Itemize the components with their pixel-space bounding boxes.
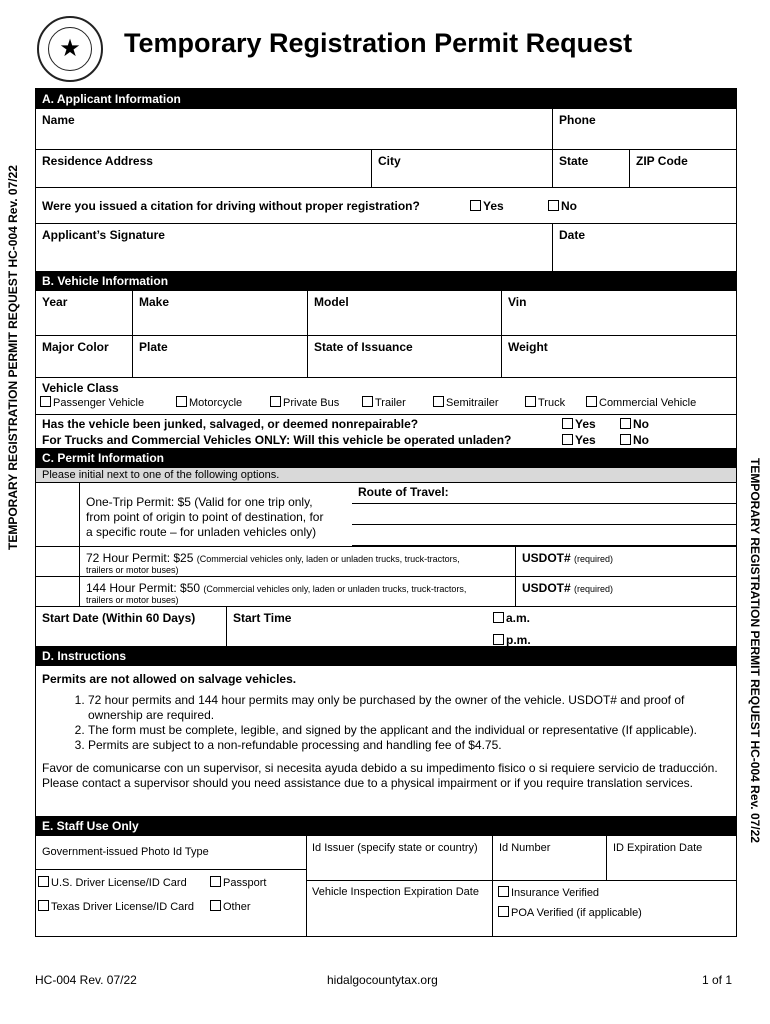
class-checkbox-semitrailer[interactable] <box>433 396 444 407</box>
p72-usdot-label: USDOT# <box>522 551 571 565</box>
passport-checkbox[interactable] <box>210 876 221 887</box>
unladen-no-checkbox[interactable] <box>620 434 631 445</box>
model-label: Model <box>314 295 349 309</box>
row-one-trip <box>36 483 736 546</box>
insurance-verified-checkbox[interactable] <box>498 886 509 897</box>
citation-yes-checkbox[interactable] <box>470 200 481 211</box>
class-label-semitrailer: Semitrailer <box>446 397 499 409</box>
residence-address-label: Residence Address <box>42 154 153 168</box>
class-checkbox-trailer[interactable] <box>362 396 373 407</box>
tx-license-label: Texas Driver License/ID Card <box>51 901 195 913</box>
junked-yes-label: Yes <box>575 417 596 431</box>
am-label: a.m. <box>506 611 531 625</box>
start-date-field[interactable] <box>36 607 226 646</box>
other-id-option[interactable] <box>210 900 251 913</box>
unladen-yes-label: Yes <box>575 433 596 447</box>
instruction-item: 1. 72 hour permits and 144 hour permits may only be purchased by the owner of the vehicle. USDOT# and proof of ownership are required. <box>88 693 730 723</box>
state-field[interactable] <box>552 150 629 187</box>
vin-field[interactable] <box>501 291 736 335</box>
zip-field[interactable] <box>629 150 736 187</box>
col-divider-4 <box>492 880 493 936</box>
make-field[interactable] <box>132 291 307 335</box>
city-label: City <box>378 154 401 168</box>
poa-verified-option[interactable] <box>498 906 642 919</box>
city-field[interactable] <box>371 150 552 187</box>
footer-form-id: HC-004 Rev. 07/22 <box>35 973 137 987</box>
class-checkbox-passenger[interactable] <box>40 396 51 407</box>
signature-field[interactable] <box>36 224 552 271</box>
year-field[interactable] <box>36 291 132 335</box>
p144-description <box>86 581 466 595</box>
unladen-yes-option[interactable] <box>562 433 596 447</box>
id-number-label: Id Number <box>499 842 551 854</box>
p72-description <box>86 551 460 565</box>
class-label-motorcycle: Motorcycle <box>189 397 243 409</box>
p144-required: (required) <box>574 584 614 594</box>
p144-detail-2: trailers or motor buses) <box>86 595 179 605</box>
pm-checkbox[interactable] <box>493 634 504 645</box>
phone-label: Phone <box>559 113 596 127</box>
insurance-verified-option[interactable] <box>498 886 599 899</box>
zip-label: ZIP Code <box>636 154 688 168</box>
staff-use-area <box>36 836 736 936</box>
row-start-date-time <box>36 606 736 646</box>
instructions-list <box>88 693 730 753</box>
one-trip-initial-box[interactable] <box>36 483 80 546</box>
citation-yes-option[interactable] <box>470 199 504 213</box>
id-issuer-label: Id Issuer (specify state or country) <box>312 842 478 854</box>
row-year-make <box>36 291 736 335</box>
row-signature <box>36 223 736 271</box>
assistance-note: Favor de comunicarse con un supervisor, si necesita ayuda debido a su impedimento fisico o si requiere servicio de traducción. Please contact a supervisor should you need assistance due to a physical impairment or if you require translation services. <box>42 761 718 790</box>
signature-label: Applicant’s Signature <box>42 228 165 242</box>
tx-license-checkbox[interactable] <box>38 900 49 911</box>
major-color-field[interactable] <box>36 336 132 377</box>
am-option[interactable] <box>493 611 530 625</box>
section-c-heading: C. Permit Information <box>36 448 736 468</box>
class-option-private-bus[interactable] <box>270 396 339 409</box>
unladen-yes-checkbox[interactable] <box>562 434 573 445</box>
row-72-hour <box>36 546 736 576</box>
class-option-trailer[interactable] <box>362 396 406 409</box>
route-line-1[interactable] <box>352 503 736 504</box>
row-name-phone <box>36 109 736 149</box>
p72-initial-box[interactable] <box>36 547 80 576</box>
junked-question: Has the vehicle been junked, salvaged, or deemed nonrepairable? <box>42 417 419 431</box>
inspection-exp-label: Vehicle Inspection Expiration Date <box>312 886 479 898</box>
row-color-plate <box>36 335 736 377</box>
citation-no-option[interactable] <box>548 199 577 213</box>
start-date-label: Start Date (Within 60 Days) <box>42 611 196 625</box>
class-label-commercial: Commercial Vehicle <box>599 397 697 409</box>
col-divider-1 <box>306 836 307 936</box>
plate-label: Plate <box>139 340 168 354</box>
class-label-private-bus: Private Bus <box>283 397 340 409</box>
col-divider-3 <box>606 836 607 880</box>
phone-field[interactable] <box>552 109 736 149</box>
row-citation <box>36 187 736 223</box>
instruction-item: 3. Permits are subject to a non-refundable processing and handling fee of $4.75. <box>88 738 730 753</box>
p144-initial-box[interactable] <box>36 577 80 606</box>
row-address <box>36 149 736 187</box>
id-number-field[interactable] <box>499 842 550 854</box>
one-trip-description <box>86 495 323 540</box>
start-time-field[interactable] <box>226 607 736 646</box>
county-seal-logo <box>37 16 103 82</box>
instructions-body <box>36 666 736 816</box>
section-e-heading: E. Staff Use Only <box>36 816 736 836</box>
footer-website[interactable]: hidalgocountytax.org <box>327 973 438 987</box>
junked-yes-option[interactable] <box>562 417 596 431</box>
vehicle-class-label: Vehicle Class <box>42 381 119 395</box>
p72-main: 72 Hour Permit: $25 <box>86 551 194 565</box>
name-field[interactable] <box>36 109 552 149</box>
us-license-label: U.S. Driver License/ID Card <box>51 877 187 889</box>
permit-instruction-row <box>36 468 736 483</box>
passport-option[interactable] <box>210 876 266 889</box>
other-id-checkbox[interactable] <box>210 900 221 911</box>
junked-yes-checkbox[interactable] <box>562 418 573 429</box>
citation-no-label: No <box>561 199 577 213</box>
class-checkbox-private-bus[interactable] <box>270 396 281 407</box>
id-expiration-label: ID Expiration Date <box>613 842 703 854</box>
gov-id-label: Government-issued Photo Id Type <box>42 846 209 858</box>
p144-main: 144 Hour Permit: $50 <box>86 581 201 595</box>
junked-no-checkbox[interactable] <box>620 418 631 429</box>
citation-yes-label: Yes <box>483 199 504 213</box>
side-label-right: TEMPORARY REGISTRATION PERMIT REQUEST HC-004 Rev. 07/22 <box>748 458 762 843</box>
id-expiration-field[interactable] <box>613 842 702 854</box>
one-trip-line-2: from point of origin to point of destination, for <box>86 510 324 524</box>
route-of-travel-label: Route of Travel: <box>358 485 449 499</box>
class-checkbox-motorcycle[interactable] <box>176 396 187 407</box>
row-vehicle-class <box>36 377 736 414</box>
tx-license-option[interactable] <box>38 900 194 913</box>
class-checkbox-truck[interactable] <box>525 396 536 407</box>
instruction-item: 2. The form must be complete, legible, and signed by the applicant and the individual or representative (If applicable). <box>88 723 730 738</box>
footer-page-number: 1 of 1 <box>702 973 733 987</box>
p144-usdot-label: USDOT# <box>522 581 571 595</box>
poa-verified-checkbox[interactable] <box>498 906 509 917</box>
one-trip-line-1: One-Trip Permit: $5 (Valid for one trip only, <box>86 495 313 509</box>
major-color-label: Major Color <box>42 340 109 354</box>
make-label: Make <box>139 295 170 309</box>
year-label: Year <box>42 295 68 309</box>
section-b-heading: B. Vehicle Information <box>36 271 736 291</box>
unladen-no-label: No <box>633 433 649 447</box>
pm-option[interactable] <box>493 633 531 647</box>
state-of-issuance-field[interactable] <box>307 336 501 377</box>
unladen-question: For Trucks and Commercial Vehicles ONLY: Will this vehicle be operated unladen? <box>42 433 512 447</box>
permit-form <box>35 88 737 937</box>
star-icon: ★ <box>59 35 81 62</box>
seal-inner-ring <box>48 27 92 71</box>
p72-detail: (Commercial vehicles only, laden or unladen trucks, truck-tractors, <box>196 554 460 564</box>
class-label-passenger: Passenger Vehicle <box>53 397 145 409</box>
staff-divider <box>36 869 306 870</box>
date-label: Date <box>559 228 586 242</box>
poa-verified-label: POA Verified (if applicable) <box>511 907 642 919</box>
class-option-semitrailer[interactable] <box>433 396 499 409</box>
salvage-note: Permits are not allowed on salvage vehicles. <box>42 672 297 686</box>
citation-no-checkbox[interactable] <box>548 200 559 211</box>
name-label: Name <box>42 113 75 127</box>
row-junked-unladen <box>36 414 736 448</box>
class-checkbox-commercial[interactable] <box>586 396 597 407</box>
plate-field[interactable] <box>132 336 307 377</box>
class-option-motorcycle[interactable] <box>176 396 242 409</box>
start-time-label: Start Time <box>233 611 292 625</box>
permit-instruction: Please initial next to one of the following options. <box>42 469 280 481</box>
unladen-no-option[interactable] <box>620 433 649 447</box>
p72-usdot-field[interactable] <box>515 547 736 576</box>
us-license-checkbox[interactable] <box>38 876 49 887</box>
section-a-heading: A. Applicant Information <box>36 89 736 109</box>
side-label-left: TEMPORARY REGISTRATION PERMIT REQUEST HC-004 Rev. 07/22 <box>6 165 20 550</box>
staff-divider-right <box>306 880 736 881</box>
id-issuer-field[interactable] <box>312 842 478 854</box>
junked-no-label: No <box>633 417 649 431</box>
other-id-label: Other <box>223 901 251 913</box>
us-license-option[interactable] <box>38 876 187 889</box>
one-trip-line-3: a specific route – for unladen vehicles only) <box>86 525 317 539</box>
citation-question: Were you issued a citation for driving without proper registration? <box>42 199 420 213</box>
p144-detail: (Commercial vehicles only, laden or unladen trucks, truck-tractors, <box>203 584 467 594</box>
weight-field[interactable] <box>501 336 736 377</box>
insurance-verified-label: Insurance Verified <box>511 887 600 899</box>
class-option-passenger[interactable] <box>40 396 144 409</box>
state-of-issuance-label: State of Issuance <box>314 340 413 354</box>
pm-label: p.m. <box>506 633 531 647</box>
col-divider-2 <box>492 836 493 880</box>
state-label: State <box>559 154 589 168</box>
am-checkbox[interactable] <box>493 612 504 623</box>
residence-address-field[interactable] <box>36 150 371 187</box>
class-option-commercial[interactable] <box>586 396 696 409</box>
p144-usdot-field[interactable] <box>515 577 736 606</box>
date-field[interactable] <box>552 224 736 271</box>
section-d-heading: D. Instructions <box>36 646 736 666</box>
inspection-exp-field[interactable] <box>312 886 479 898</box>
class-label-truck: Truck <box>538 397 566 409</box>
model-field[interactable] <box>307 291 501 335</box>
row-144-hour <box>36 576 736 606</box>
weight-label: Weight <box>508 340 548 354</box>
p72-required: (required) <box>574 554 614 564</box>
class-label-trailer: Trailer <box>375 397 406 409</box>
class-option-truck[interactable] <box>525 396 565 409</box>
page-title: Temporary Registration Permit Request <box>124 28 633 58</box>
p72-detail-2: trailers or motor buses) <box>86 565 179 575</box>
passport-label: Passport <box>223 877 267 889</box>
vin-label: Vin <box>508 295 527 309</box>
junked-no-option[interactable] <box>620 417 649 431</box>
route-line-2[interactable] <box>352 524 736 525</box>
